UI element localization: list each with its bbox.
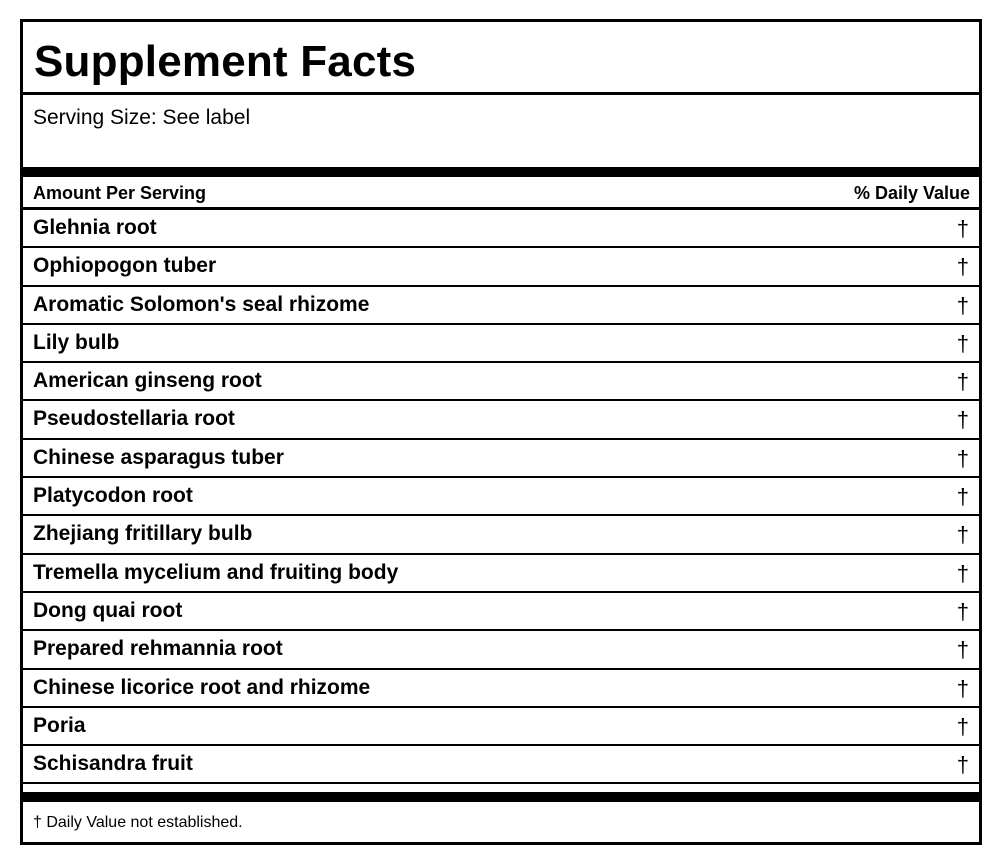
- daily-value-label: % Daily Value: [853, 183, 970, 203]
- serving-section: [23, 95, 979, 167]
- ingredient-daily-value: †: [956, 752, 969, 778]
- ingredient-name: Chinese licorice root and rhizome: [33, 675, 371, 699]
- ingredient-daily-value: †: [956, 445, 969, 471]
- ingredient-daily-value: †: [956, 675, 969, 701]
- ingredient-row: [23, 325, 979, 363]
- ingredient-name: Pseudostellaria root: [33, 407, 235, 431]
- ingredient-name: American ginseng root: [33, 369, 262, 393]
- ingredient-row: [23, 440, 979, 478]
- ingredient-daily-value: †: [956, 407, 969, 433]
- ingredient-row: [23, 248, 979, 286]
- ingredient-row: [23, 631, 979, 669]
- ingredient-name: Poria: [33, 713, 86, 737]
- ingredient-name: Zhejiang fritillary bulb: [33, 522, 253, 546]
- amount-per-serving-label: Amount Per Serving: [33, 183, 207, 203]
- ingredient-daily-value: †: [956, 637, 969, 663]
- ingredient-daily-value: †: [956, 369, 969, 395]
- spacer: [23, 784, 979, 792]
- ingredient-row: [23, 670, 979, 708]
- ingredient-row: [23, 401, 979, 439]
- bottom-thick-divider: [23, 792, 979, 802]
- ingredient-row: [23, 287, 979, 325]
- ingredient-daily-value: †: [956, 216, 969, 241]
- ingredient-daily-value: †: [956, 484, 969, 510]
- ingredient-row: [23, 708, 979, 746]
- ingredient-row: [23, 363, 979, 401]
- ingredient-name: Aromatic Solomon's seal rhizome: [33, 292, 370, 316]
- thick-divider: [23, 167, 979, 177]
- ingredient-daily-value: †: [956, 598, 969, 624]
- ingredient-row: [23, 555, 979, 593]
- ingredient-daily-value: †: [956, 522, 969, 548]
- ingredient-daily-value: †: [956, 560, 969, 586]
- ingredient-name: Platycodon root: [33, 484, 193, 508]
- title-section: [23, 22, 979, 95]
- ingredient-list: [23, 210, 979, 784]
- ingredient-daily-value: †: [956, 713, 969, 739]
- ingredient-name: Lily bulb: [33, 330, 120, 354]
- amount-header-row: [23, 177, 979, 210]
- ingredient-name: Glehnia root: [33, 216, 157, 239]
- ingredient-row: [23, 593, 979, 631]
- ingredient-daily-value: †: [956, 330, 969, 356]
- ingredient-daily-value: †: [956, 254, 969, 280]
- ingredient-daily-value: †: [956, 292, 969, 318]
- ingredient-row: [23, 478, 979, 516]
- ingredient-name: Tremella mycelium and fruiting body: [33, 560, 399, 584]
- ingredient-name: Schisandra fruit: [33, 752, 193, 776]
- ingredient-row: [23, 746, 979, 784]
- ingredient-name: Ophiopogon tuber: [33, 254, 217, 278]
- footnote: † Daily Value not established.: [33, 814, 243, 831]
- ingredient-name: Dong quai root: [33, 598, 183, 622]
- supplement-facts-panel: [20, 19, 982, 845]
- ingredient-name: Prepared rehmannia root: [33, 637, 283, 661]
- ingredient-name: Chinese asparagus tuber: [33, 445, 284, 469]
- serving-size: Serving Size: See label: [33, 106, 251, 129]
- ingredient-row: [23, 516, 979, 554]
- page-title: Supplement Facts: [34, 37, 417, 86]
- ingredient-row: [23, 210, 979, 248]
